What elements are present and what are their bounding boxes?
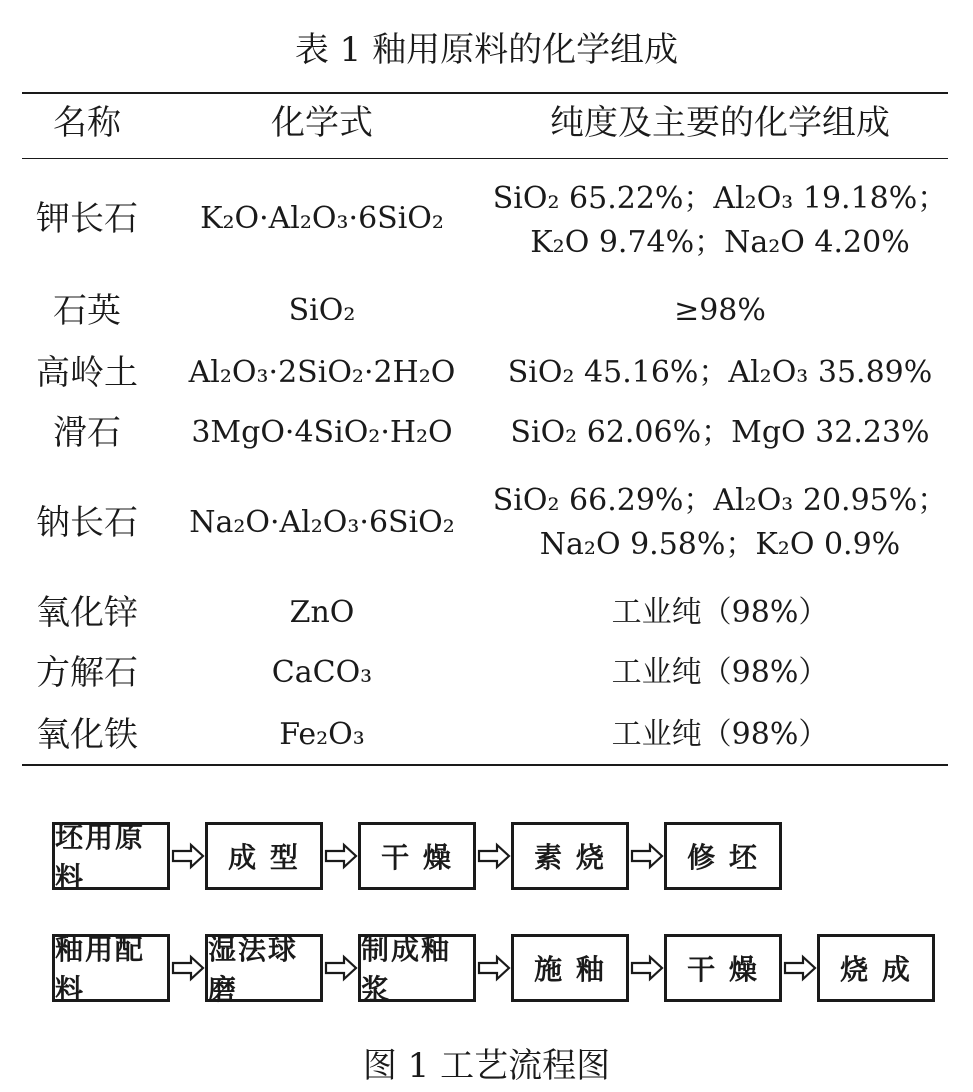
row-formula: Fe₂O₃ — [279, 717, 365, 752]
row-formula: CaCO₃ — [271, 655, 373, 690]
row-formula: 3MgO·4SiO₂·H₂O — [191, 415, 453, 450]
flow-arrow-icon — [477, 954, 511, 982]
figure-caption: 图 1 工艺流程图 — [362, 1046, 611, 1086]
row-composition-line1: 工业纯（98%） — [611, 595, 829, 630]
row-formula: Na₂O·Al₂O₃·6SiO₂ — [189, 505, 455, 540]
table-title: 表 1 釉用原料的化学组成 — [294, 30, 679, 70]
row-composition-line1: 工业纯（98%） — [611, 655, 829, 690]
row-name: 氧化锌 — [36, 593, 138, 633]
flow-step-box: 施 釉 — [511, 934, 629, 1002]
row-name: 氧化铁 — [36, 715, 138, 755]
flow-step-box: 修 坯 — [664, 822, 782, 890]
flow-arrow-icon — [171, 842, 205, 870]
row-name: 方解石 — [36, 653, 138, 693]
row-formula: K₂O·Al₂O₃·6SiO₂ — [200, 201, 444, 236]
flow-step-box: 成 型 — [205, 822, 323, 890]
row-composition-line1: SiO₂ 66.29%；Al₂O₃ 20.95%； — [492, 483, 948, 518]
flow-arrow-icon — [477, 842, 511, 870]
row-composition-line2: K₂O 9.74%；Na₂O 4.20% — [530, 225, 910, 260]
flow-step-box: 干 燥 — [664, 934, 782, 1002]
header-formula: 化学式 — [271, 103, 373, 143]
flow-arrow-icon — [783, 954, 817, 982]
flow-step-box: 烧 成 — [817, 934, 935, 1002]
row-formula: SiO₂ — [288, 293, 356, 328]
flow-arrow-icon — [630, 954, 664, 982]
row-formula: ZnO — [289, 595, 355, 630]
row-name: 钠长石 — [36, 503, 138, 543]
header-composition: 纯度及主要的化学组成 — [550, 103, 890, 143]
row-composition-line1: SiO₂ 62.06%；MgO 32.23% — [510, 415, 930, 450]
row-composition-line2: Na₂O 9.58%；K₂O 0.9% — [539, 527, 901, 562]
flow-step-box: 制成釉浆 — [358, 934, 476, 1002]
flow-arrow-icon — [324, 954, 358, 982]
table-bottom-rule — [22, 764, 948, 766]
flow-step-box: 素 烧 — [511, 822, 629, 890]
row-name: 滑石 — [53, 413, 121, 453]
flow-step-box: 湿法球磨 — [205, 934, 323, 1002]
flow-step-box: 釉用配料 — [52, 934, 170, 1002]
flow-arrow-icon — [324, 842, 358, 870]
row-formula: Al₂O₃·2SiO₂·2H₂O — [188, 355, 456, 390]
flow-step-box: 干 燥 — [358, 822, 476, 890]
row-composition-line1: SiO₂ 65.22%；Al₂O₃ 19.18%； — [492, 181, 948, 216]
row-name: 石英 — [53, 291, 121, 331]
flow-arrow-icon — [630, 842, 664, 870]
row-composition-line1: ≥98% — [674, 293, 766, 328]
flow-arrow-icon — [171, 954, 205, 982]
flow-step-box: 坯用原料 — [52, 822, 170, 890]
header-name: 名称 — [53, 103, 121, 143]
table-header-rule — [22, 158, 948, 159]
row-name: 高岭土 — [36, 353, 138, 393]
table-top-rule — [22, 92, 948, 94]
row-name: 钾长石 — [36, 199, 138, 239]
row-composition-line1: 工业纯（98%） — [611, 717, 829, 752]
row-composition-line1: SiO₂ 45.16%；Al₂O₃ 35.89% — [507, 355, 933, 390]
